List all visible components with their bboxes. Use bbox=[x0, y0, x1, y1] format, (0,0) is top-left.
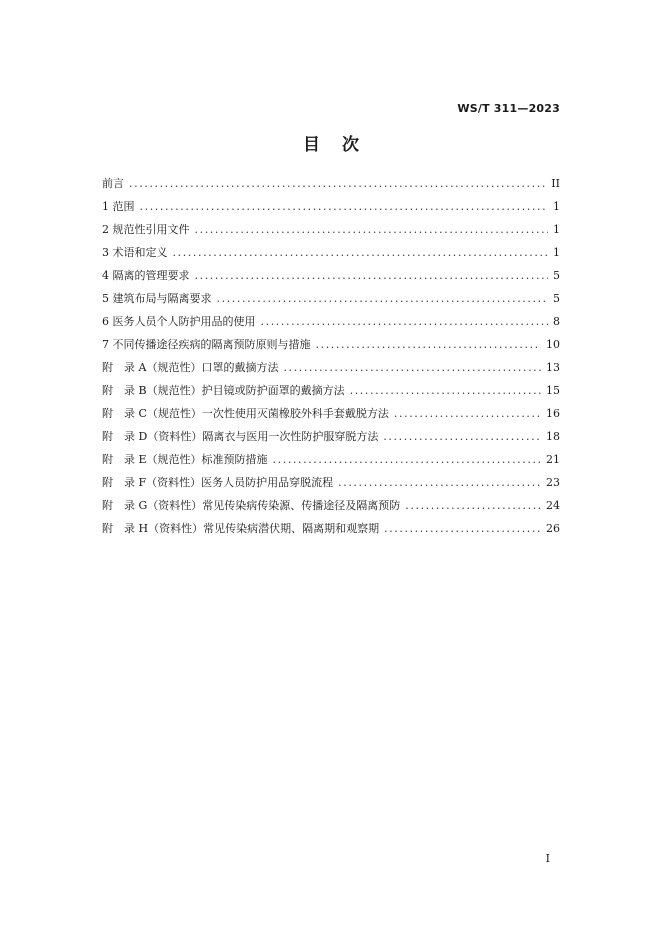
toc-leader-dots bbox=[384, 517, 541, 540]
toc-leader-dots bbox=[283, 356, 541, 379]
toc-entry-label: 附 录 D（资料性）隔离衣与医用一次性防护服穿脱方法 bbox=[102, 430, 379, 443]
toc-entry-label: 4 隔离的管理要求 bbox=[102, 269, 190, 282]
toc-entry-label: 7 不同传播途径疾病的隔离预防原则与措施 bbox=[102, 338, 311, 351]
page-title: 目 次 bbox=[303, 135, 367, 155]
toc-leader-dots bbox=[195, 264, 549, 287]
toc-entry-page: 16 bbox=[546, 407, 560, 420]
toc-entry-label: 2 规范性引用文件 bbox=[102, 223, 190, 236]
toc-entry-label: 附 录 G（资料性）常见传染病传染源、传播途径及隔离预防 bbox=[102, 499, 401, 512]
toc-leader-dots bbox=[338, 471, 541, 494]
document-code: WS/T 311—2023 bbox=[457, 102, 560, 115]
toc-entry-terms-definitions[interactable] bbox=[102, 241, 560, 264]
toc-entry-label: 5 建筑布局与隔离要求 bbox=[102, 292, 212, 305]
toc-entry-page: 10 bbox=[546, 338, 560, 351]
toc-entry-page: 15 bbox=[546, 384, 560, 397]
toc-entry-page: 5 bbox=[553, 292, 560, 305]
toc-leader-dots bbox=[273, 448, 541, 471]
toc-entry-appendix-e[interactable] bbox=[102, 448, 560, 471]
toc-entry-building-layout[interactable] bbox=[102, 287, 560, 310]
toc-entry-appendix-a[interactable] bbox=[102, 356, 560, 379]
toc-entry-scope[interactable] bbox=[102, 195, 560, 218]
toc-entry-page: 1 bbox=[553, 223, 560, 236]
toc-entry-appendix-b[interactable] bbox=[102, 379, 560, 402]
toc-leader-dots bbox=[383, 425, 541, 448]
toc-leader-dots bbox=[405, 494, 541, 517]
toc-entry-label: 前言 bbox=[102, 177, 124, 190]
toc-entry-management-requirements[interactable] bbox=[102, 264, 560, 287]
toc-leader-dots bbox=[195, 218, 549, 241]
toc-entry-label: 6 医务人员个人防护用品的使用 bbox=[102, 315, 256, 328]
toc-entry-foreword[interactable] bbox=[102, 172, 560, 195]
toc-entry-label: 附 录 A（规范性）口罩的戴摘方法 bbox=[102, 361, 279, 374]
toc-leader-dots bbox=[140, 195, 549, 218]
toc-entry-label: 附 录 F（资料性）医务人员防护用品穿脱流程 bbox=[102, 476, 334, 489]
toc-leader-dots bbox=[350, 379, 541, 402]
toc-entry-page: 1 bbox=[553, 200, 560, 213]
toc-entry-isolation-principles[interactable] bbox=[102, 333, 560, 356]
toc-entry-normative-references[interactable] bbox=[102, 218, 560, 241]
toc-entry-label: 附 录 B（规范性）护目镜或防护面罩的戴摘方法 bbox=[102, 384, 345, 397]
toc-entry-page: 8 bbox=[553, 315, 560, 328]
toc-entry-ppe-use[interactable] bbox=[102, 310, 560, 333]
toc-entry-page: 5 bbox=[553, 269, 560, 282]
toc-leader-dots bbox=[129, 172, 546, 195]
toc-entry-label: 附 录 C（规范性）一次性使用灭菌橡胶外科手套戴脱方法 bbox=[102, 407, 389, 420]
toc-entry-page: 24 bbox=[546, 499, 560, 512]
toc-leader-dots bbox=[217, 287, 549, 310]
toc-entry-appendix-c[interactable] bbox=[102, 402, 560, 425]
toc-entry-page: 26 bbox=[546, 522, 560, 535]
toc-entry-label: 附 录 H（资料性）常见传染病潜伏期、隔离期和观察期 bbox=[102, 522, 380, 535]
toc-entry-appendix-d[interactable] bbox=[102, 425, 560, 448]
toc-entry-label: 3 术语和定义 bbox=[102, 246, 168, 259]
toc-entry-label: 1 范围 bbox=[102, 200, 135, 213]
toc-leader-dots bbox=[173, 241, 549, 264]
toc-entry-label: 附 录 E（规范性）标准预防措施 bbox=[102, 453, 268, 466]
toc-entry-page: 21 bbox=[546, 453, 560, 466]
toc-entry-page: 1 bbox=[553, 246, 560, 259]
toc-entry-page: II bbox=[551, 177, 560, 190]
toc-entry-appendix-h[interactable] bbox=[102, 517, 560, 540]
toc-leader-dots bbox=[316, 333, 542, 356]
toc-entry-page: 18 bbox=[546, 430, 560, 443]
toc-entry-appendix-g[interactable] bbox=[102, 494, 560, 517]
table-of-contents bbox=[102, 172, 560, 540]
toc-leader-dots bbox=[394, 402, 541, 425]
toc-entry-appendix-f[interactable] bbox=[102, 471, 560, 494]
toc-entry-page: 13 bbox=[546, 361, 560, 374]
page-number: I bbox=[545, 852, 550, 865]
toc-leader-dots bbox=[261, 310, 549, 333]
toc-entry-page: 23 bbox=[546, 476, 560, 489]
